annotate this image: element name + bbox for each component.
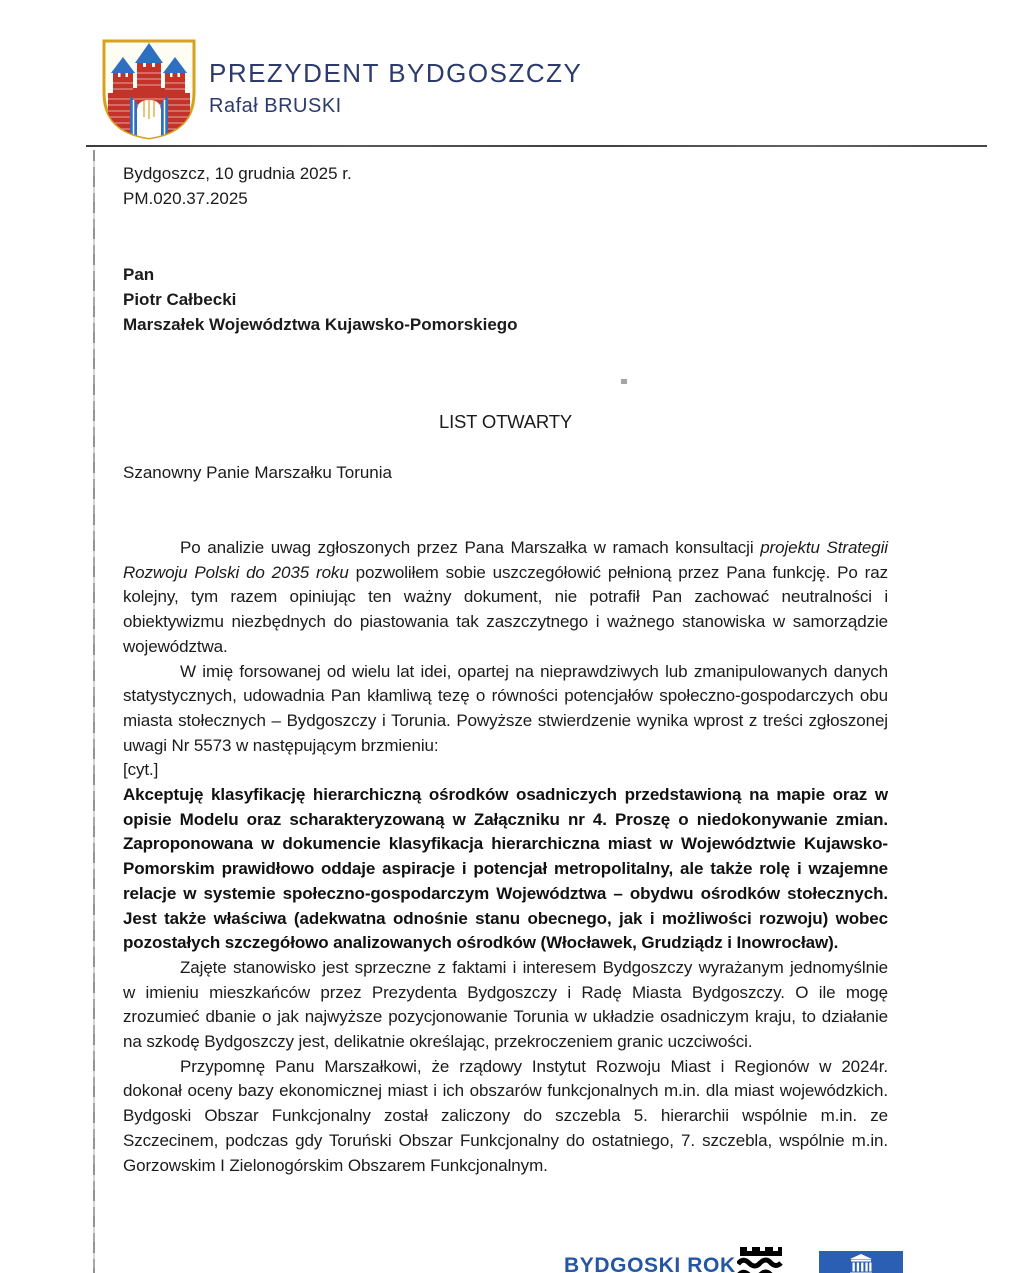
scan-artifact-dot: [621, 379, 627, 384]
letterhead: [209, 58, 582, 118]
date-reference-block: [123, 161, 352, 211]
recipient-block: [123, 262, 518, 337]
scan-artifact-line: [93, 150, 95, 1273]
letter-body: [123, 536, 888, 1178]
paragraph-1-lead: Po analizie uwag zgłoszonych przez Pana Marszałka w ramach konsultacji: [180, 538, 761, 557]
footer-partner-wordmark: BYDGOSKI ROK: [564, 1254, 736, 1273]
recipient-name: Piotr Całbecki: [123, 290, 237, 309]
unesco-emblem-logo: [819, 1251, 903, 1273]
battlements-waves-icon: [737, 1246, 783, 1273]
recipient-role: Marszałek Województwa Kujawsko-Pomorskiego: [123, 315, 518, 334]
letter-title: LIST OTWARTY: [439, 411, 572, 432]
citation-marker: [cyt.]: [123, 760, 159, 780]
sender-title: PREZYDENT BYDGOSZCZY: [209, 58, 583, 88]
paragraph-3: Zajęte stanowisko jest sprzeczne z faktami i interesem Bydgoszczy wyrażanym jednomyślnie w imieniu mieszkańców przez Prezydenta Bydgoszczy i Radę Miasta Bydgoszczy. O ile mogę zrozumieć dbanie o jak najwyższe pozycjonowanie Torunia w układzie osadniczym kraju, to działanie na szkodę Bydgoszczy jest, delikatnie określając, przekroczeniem granic uczciwości.: [123, 957, 888, 1052]
paragraph-1-italic-title: projektu Strategii Rozwoju Polski do 2035 roku: [123, 538, 888, 582]
recipient-honorific: Pan: [123, 265, 155, 284]
bydgoszcz-coat-of-arms-icon: [100, 37, 198, 141]
quoted-remark: Akceptuję klasyfikację hierarchiczną ośrodków osadniczych przedstawioną na mapie oraz w opisie Modelu oraz scharakteryzowaną w Załączniku nr 4. Proszę o niedokonywanie zmian. Zaproponowana w dokumencie klasyfikacja hierarchiczna miast w Województwie Kujawsko-Pomorskim prawidłowo oddaje aspiracje i potencjał metropolitalny, ale także rolę i wzajemne relacje w systemie społeczno-gospodarczym Województwa – obydwu ośrodków stołecznych. Jest także właściwa (adekwatna odnośnie stanu obecnego, jak i możliwości rozwoju) wobec pozostałych szczegółowo analizowanych ośrodków (Włocławek, Grudziądz i Inowrocław).: [123, 785, 888, 953]
sender-name: Rafał BRUSKI: [209, 95, 342, 117]
header-divider: [86, 145, 987, 147]
reference-number: PM.020.37.2025: [123, 189, 248, 208]
salutation: Szanowny Panie Marszałku Torunia: [123, 463, 392, 482]
paragraph-2: W imię forsowanej od wielu lat idei, opartej na nieprawdziwych lub zmanipulowanych danych statystycznych, udowadnia Pan kłamliwą tezę o równości potencjałów społeczno-gospodarczych obu miasta stołecznych – Bydgoszczy i Torunia. Powyższe stwierdzenie wynika wprost z treści zgłoszonej uwagi Nr 5573 w następującym brzmieniu:: [123, 661, 888, 755]
paragraph-1: [123, 536, 888, 660]
paragraph-1-rest: pozwoliłem sobie uszczegółowić pełnioną przez Pana funkcję. Po raz kolejny, tym razem opiniując ten ważny dokument, nie potrafił Pan zachować neutralności i obiektywizmu niezbędnych do piastowania tak zaszczytnego i ważnego stanowiska w samorządzie województwa.: [123, 562, 888, 656]
place-date-line: Bydgoszcz, 10 grudnia 2025 r.: [123, 164, 352, 183]
paragraph-4: Przypomnę Panu Marszałkowi, że rządowy Instytut Rozwoju Miast i Regionów w 2024r. dokonał oceny bazy ekonomicznej miast i ich obszarów funkcjonalnych m.in. dla miast wojewódzkich. Bydgoski Obszar Funkcjonalny został zaliczony do szczebla 5. hierarchii wspólnie m.in. ze Szczecinem, podczas gdy Toruński Obszar Funkcjonalny do ostatniego, 7. szczebla, wspólnie m.in. Gorzowskim I Zielonogórskim Obszarem Funkcjonalnym.: [123, 1056, 888, 1175]
